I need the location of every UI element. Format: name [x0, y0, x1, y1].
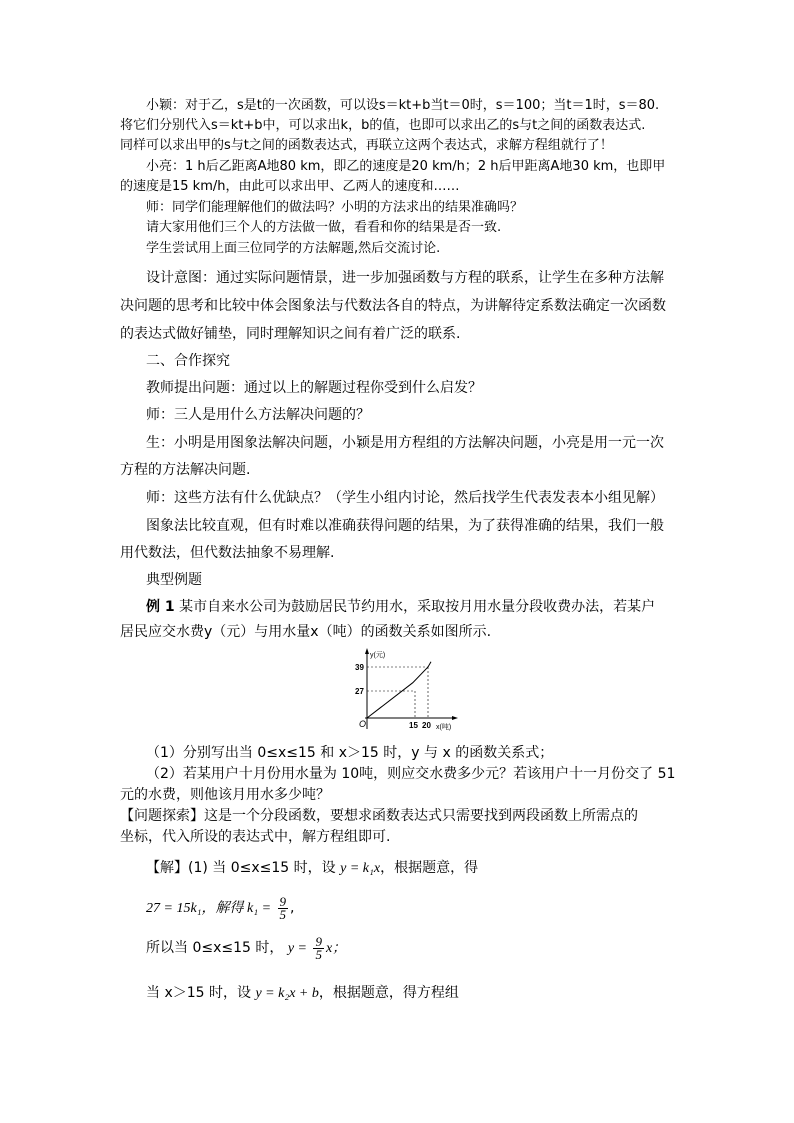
- fraction-denominator: 5: [279, 906, 287, 922]
- tick-label-y39: 39: [355, 663, 364, 672]
- paragraph-teacher-1: 师：同学们能理解他们的做法吗？小明的方法求出的结果准确吗？: [146, 200, 524, 215]
- example-1-line-2: 居民应交水费y（元）与用水量x（吨）的函数关系如图所示.: [120, 624, 492, 640]
- equation-27-15k1: 27 = 15k₁，解得 k₁ =: [146, 901, 272, 916]
- solution-line-2: 27 = 15k₁，解得 k₁ = $\frac{9}{5}$ ,: [146, 893, 295, 922]
- equation-y-equals: y =: [287, 941, 307, 956]
- paragraph-xiaoliang-2: 的速度是15 km/h，由此可以求出甲、乙两人的速度和……: [120, 179, 460, 194]
- function-graph: [352, 645, 462, 735]
- design-intent-2: 决问题的思考和比较中体会图象法与代数法各自的特点，为讲解待定系数法确定一次函数: [120, 298, 666, 314]
- function-line: [367, 662, 431, 718]
- question-2-line-2: 元的水费，则他该月用水多少吨？: [120, 787, 330, 803]
- paragraph-students: 学生尝试用上面三位同学的方法解题,然后交流讨论.: [146, 241, 441, 256]
- teacher-pros-cons: 师：这些方法有什么优缺点？（学生小组内讨论，然后找学生代表发表本小组见解）: [146, 490, 664, 506]
- question-2-line-1: （2）若某用户十月份用水量为 10吨，则应交水费多少元？若该用户十一月份交了 51: [146, 766, 676, 782]
- solution-conclusion: 所以当 0≤x≤15 时，: [146, 940, 284, 956]
- explore-line-2: 坐标，代入所设的表达式中，解方程组即可.: [120, 829, 391, 845]
- fraction-denominator-2: 5: [315, 946, 322, 962]
- solution-intro-tail: ，根据题意，得: [380, 860, 479, 876]
- examples-heading: 典型例题: [146, 572, 202, 588]
- explore-line-1: 【问题探索】这是一个分段函数，要想求函数表达式只需要找到两段函数上所需点的: [120, 808, 638, 824]
- solution-line-3: [146, 935, 706, 962]
- student-answer-1: 生：小明是用图象法解决问题，小颖是用方程组的方法解决问题，小亮是用一元一次: [146, 435, 664, 451]
- teacher-line: 师：三人是用什么方法解决问题的？: [146, 407, 370, 423]
- example-1-text: 某市自来水公司为鼓励居民节约用水，采取按月用水量分段收费办法，若某户: [179, 599, 656, 615]
- solution-case-2-tail: ，根据题意，得方程组: [318, 985, 459, 1001]
- equation-y-k1x: y = k₁x: [340, 861, 381, 876]
- fraction-9-5: [278, 893, 289, 922]
- teacher-question: 教师提出问题：通过以上的解题过程你受到什么启发？: [146, 380, 482, 396]
- tick-label-y27: 27: [355, 687, 364, 696]
- paragraph-teacher-2: 请大家用他们三个人的方法做一做，看看和你的结果是否一致.: [146, 220, 502, 235]
- example-1-label: 例 1: [146, 599, 175, 615]
- paragraph-xiaoliang-1: 小亮：1 h后乙距离A地80 km，即乙的速度是20 km/h；2 h后甲距离A地30 km，也即甲: [146, 159, 666, 174]
- student-answer-2: 方程的方法解决问题.: [120, 462, 251, 478]
- tick-label-x20: 20: [422, 721, 431, 730]
- origin-label: O: [359, 719, 367, 729]
- fraction-numerator-2: 9: [315, 933, 322, 949]
- x-axis-arrow: [452, 716, 458, 720]
- example-1-line-1: [146, 597, 706, 617]
- summary-1: 图象法比较直观，但有时难以准确获得问题的结果，为了获得准确的结果，我们一般: [146, 518, 664, 534]
- paragraph-xiaoying-2: 将它们分别代入s＝kt+b中，可以求出k，b的值，也即可以求出乙的s与t之间的函数表达式.: [120, 118, 646, 133]
- fraction-numerator: 9: [279, 893, 287, 909]
- equation-y-k2x-b: y = k₂x + b: [255, 986, 319, 1001]
- design-intent-1: 设计意图：通过实际问题情景，进一步加强函数与方程的联系，让学生在多种方法解: [146, 270, 664, 286]
- design-intent-3: 的表达式做好铺垫，同时理解知识之间有着广泛的联系.: [120, 326, 461, 342]
- y-axis-arrow: [365, 648, 369, 654]
- question-1: （1）分别写出当 0≤x≤15 和 x＞15 时，y 与 x 的函数关系式；: [146, 745, 554, 761]
- solution-line-1: [146, 858, 706, 879]
- y-axis-label: y(元): [370, 652, 386, 659]
- x-axis-label: x(吨): [436, 724, 452, 731]
- equation-x-tail: x；: [325, 941, 347, 956]
- fraction-9-5-second: [313, 933, 324, 962]
- solution-line-4: [146, 983, 706, 1004]
- paragraph-xiaoying-1: 小颖：对于乙，s是t的一次函数，可以设s＝kt+b当t＝0时，s＝100；当t＝1时，s＝80.: [146, 98, 660, 113]
- summary-2: 用代数法，但代数法抽象不易理解.: [120, 545, 335, 561]
- section-heading: 二、合作探究: [146, 353, 230, 369]
- tick-label-x15: 15: [409, 721, 418, 730]
- solution-intro: 【解】(1) 当 0≤x≤15 时，设: [146, 860, 336, 876]
- paragraph-xiaoying-3: 同样可以求出甲的s与t之间的函数表达式，再联立这两个表达式，求解方程组就行了！: [120, 138, 613, 153]
- solution-case-2: 当 x＞15 时，设: [146, 985, 251, 1001]
